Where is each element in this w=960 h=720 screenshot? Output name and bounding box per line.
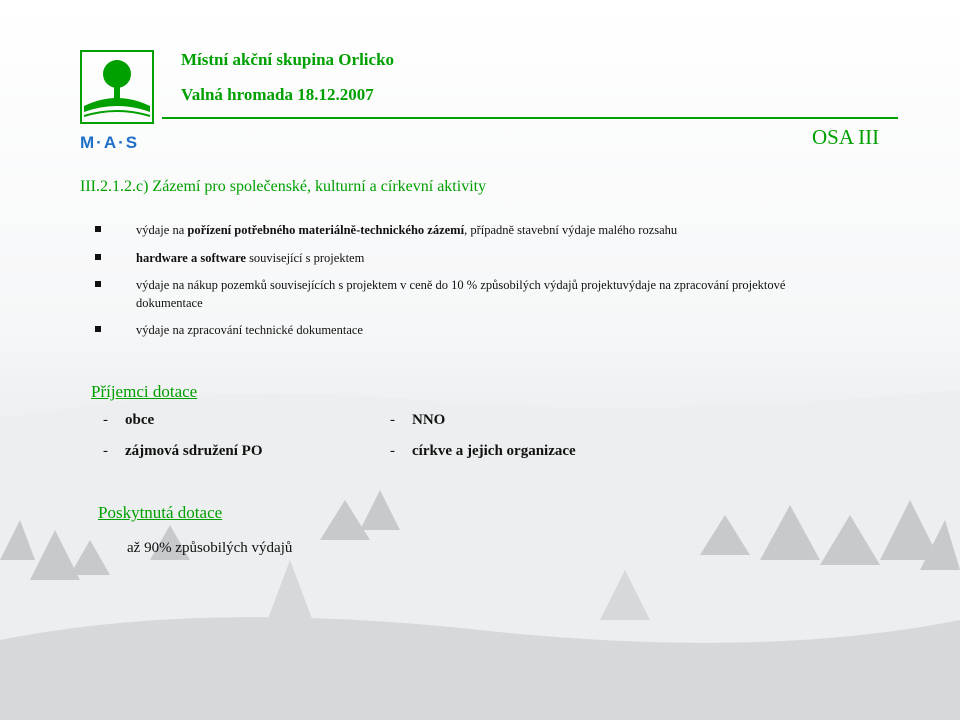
dash: - xyxy=(390,412,395,428)
bullet-list xyxy=(95,222,855,350)
recipient-item xyxy=(103,443,262,460)
recipient-label: obce xyxy=(125,412,155,428)
bullet-bold-text: pořízení potřebného materiálně-technického zázemí xyxy=(187,223,465,237)
bullet-text: výdaje na xyxy=(136,223,188,237)
dash: - xyxy=(103,443,108,459)
list-item xyxy=(95,322,855,340)
recipient-label: církve a jejich organizace xyxy=(412,443,576,459)
meeting-title: Valná hromada 18.12.2007 xyxy=(181,85,374,104)
bullet-square-icon xyxy=(95,226,101,232)
header-divider xyxy=(162,117,898,119)
recipient-item xyxy=(390,412,445,429)
section-heading: III.2.1.2.c) Zázemí pro společenské, kulturní a církevní aktivity xyxy=(80,178,487,195)
bullet-text: související s projektem xyxy=(245,250,365,265)
organization-name: Místní akční skupina Orlicko xyxy=(181,50,395,69)
recipient-label: NNO xyxy=(412,412,446,428)
recipient-item xyxy=(390,443,576,460)
bullet-text: výdaje na zpracování technické dokumentace xyxy=(136,323,363,337)
logo-text: M·A·S xyxy=(80,133,140,152)
recipient-label: zájmová sdružení PO xyxy=(125,443,263,459)
bullet-text: výdaje na nákup pozemků souvisejících s projektem v ceně do 10 % způsobilých výdajů projektuvýdaje na zpracování projektové dokumentace xyxy=(136,278,786,310)
grant-value: až 90% způsobilých výdajů xyxy=(127,540,293,556)
recipients-title: Příjemci dotace xyxy=(91,382,198,401)
list-item xyxy=(95,277,855,312)
bullet-square-icon xyxy=(95,254,101,260)
bullet-square-icon xyxy=(95,326,101,332)
mas-logo xyxy=(80,50,154,150)
list-item xyxy=(95,250,855,268)
section-code: OSA III xyxy=(812,125,880,149)
list-item xyxy=(95,222,855,240)
bullet-text: , případně stavební výdaje malého rozsahu xyxy=(464,223,678,237)
tree-logo-icon xyxy=(80,50,154,124)
bullet-bold-text: hardware a software xyxy=(136,250,246,265)
dash: - xyxy=(103,412,108,428)
recipient-item xyxy=(103,412,154,429)
bullet-square-icon xyxy=(95,281,101,287)
dash: - xyxy=(390,443,395,459)
grant-title: Poskytnutá dotace xyxy=(98,503,223,522)
